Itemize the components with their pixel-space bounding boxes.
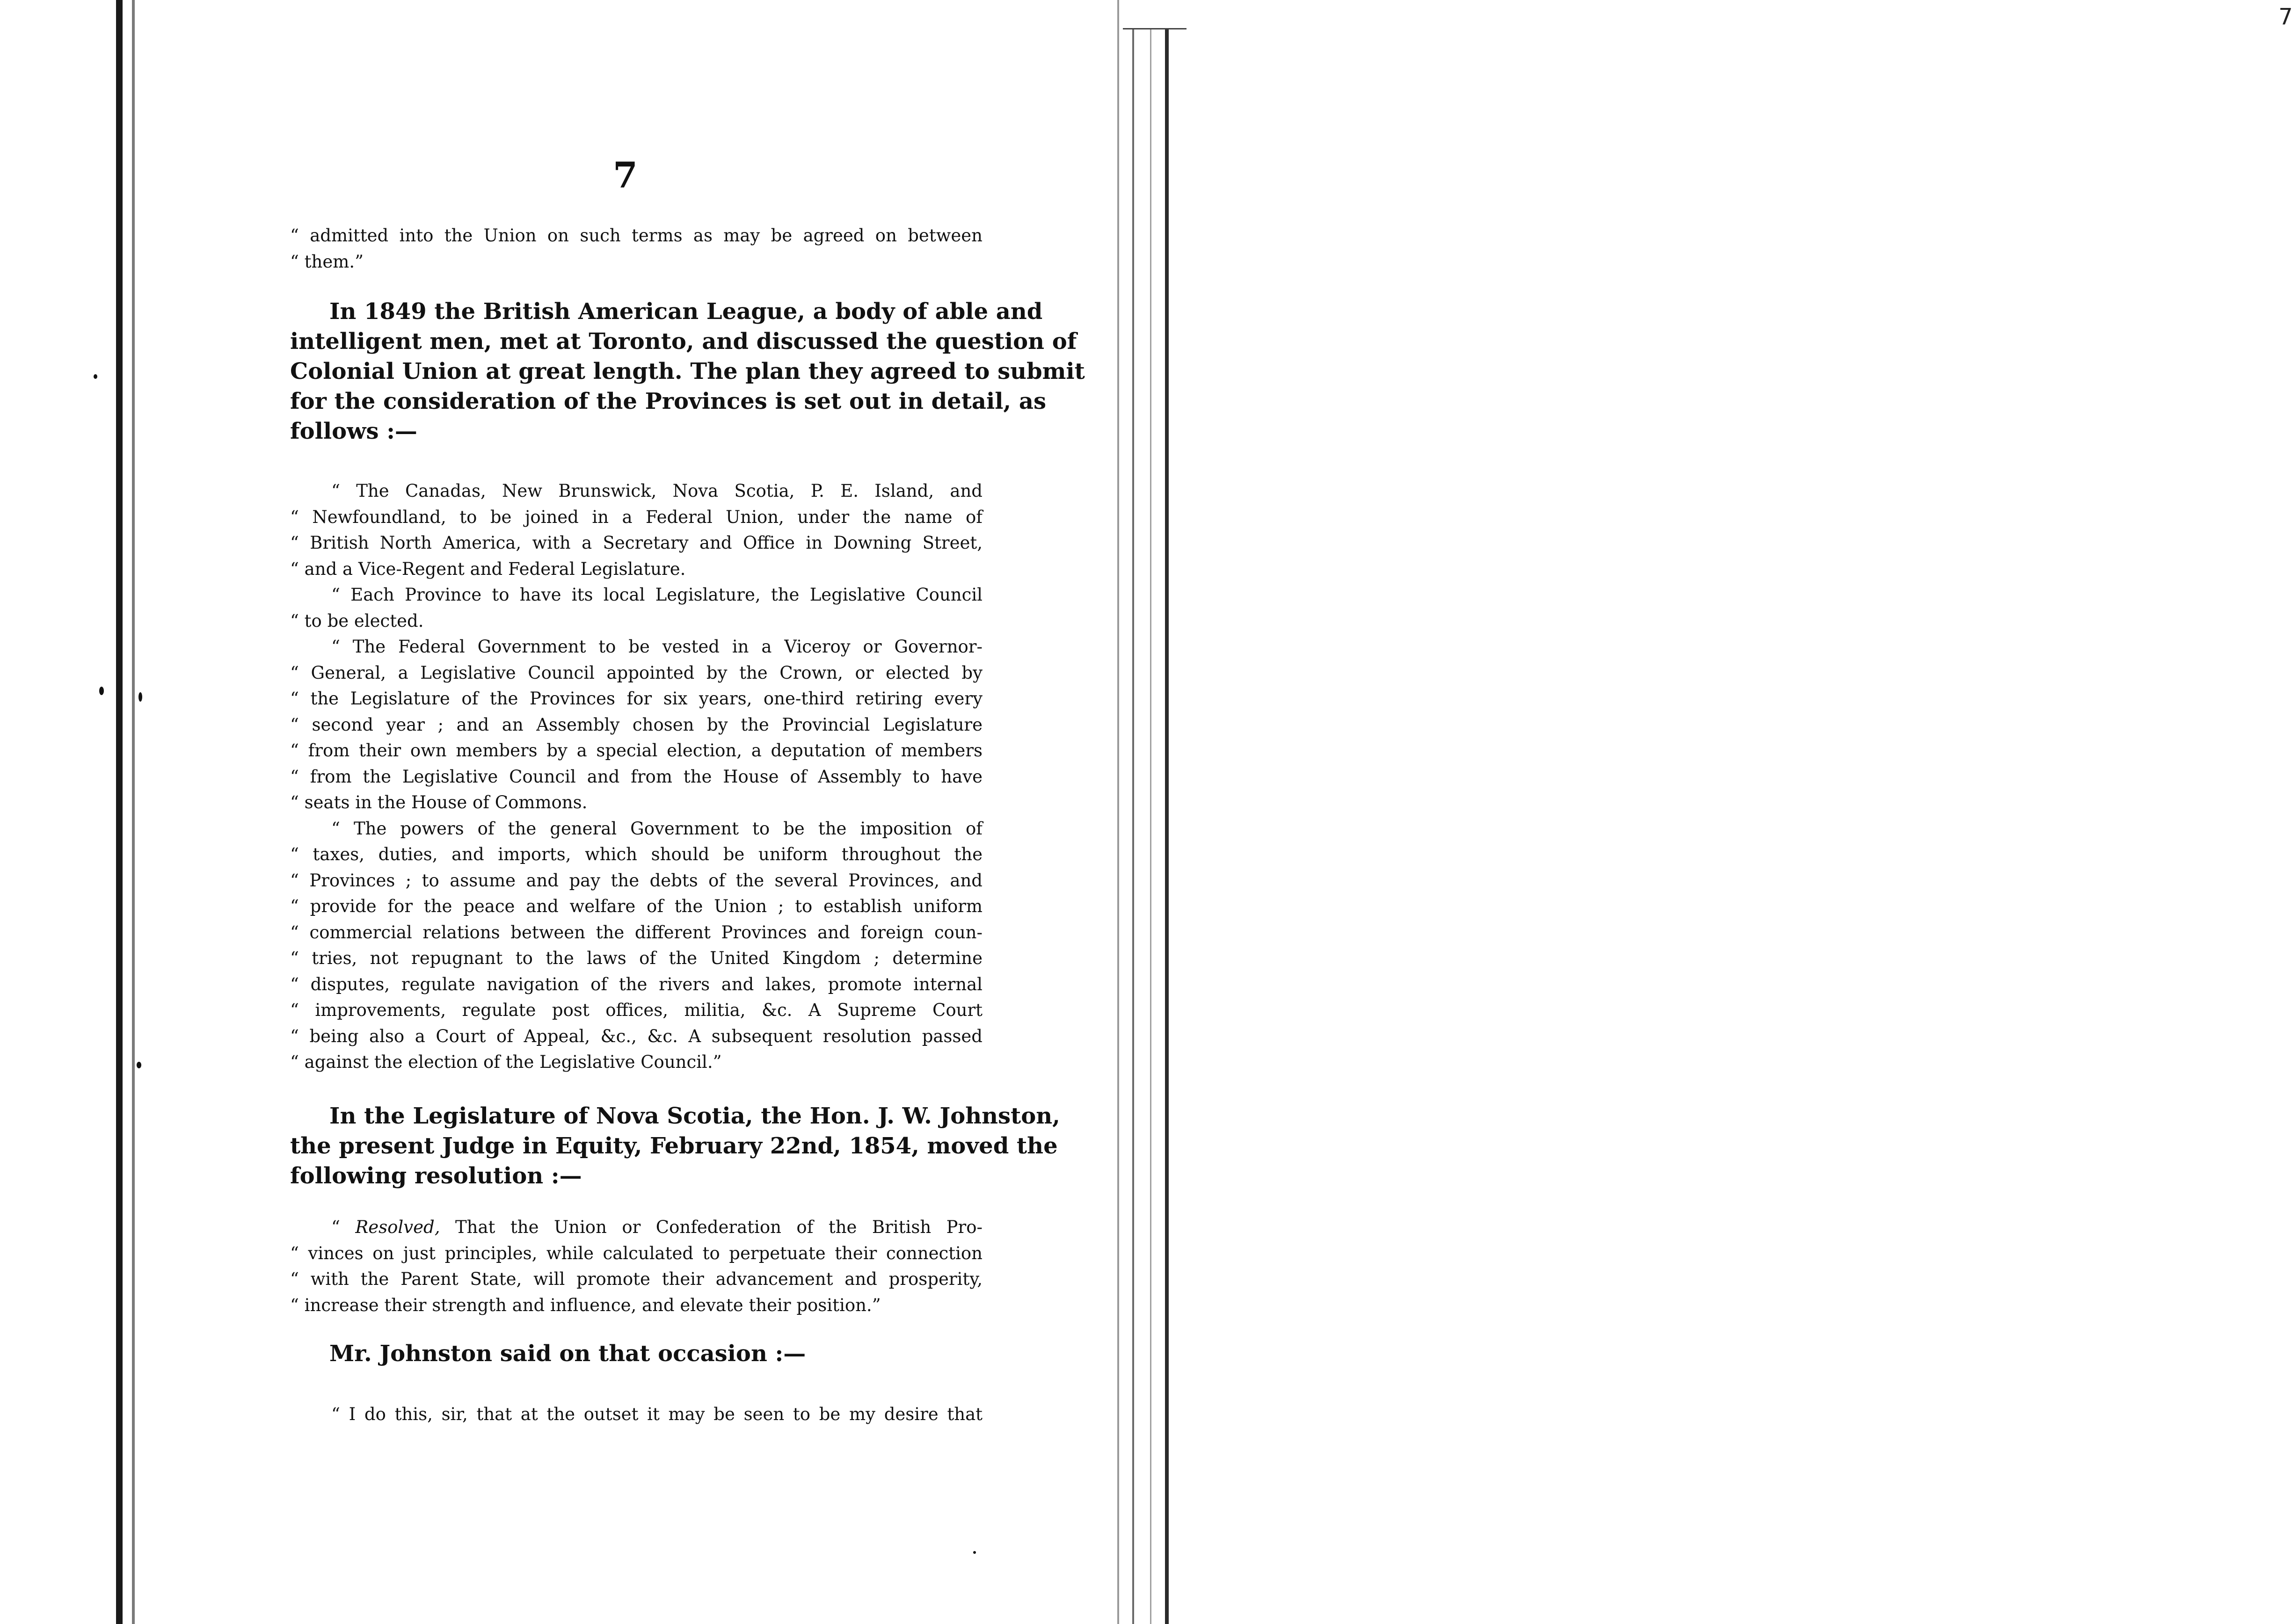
page-edge xyxy=(1132,0,1134,1624)
binding-edge xyxy=(132,0,135,1624)
quote-line: “ I do this, sir, that at the outset it may be seen to be my desire that xyxy=(331,1404,983,1424)
paragraph-line: following resolution :— xyxy=(290,1163,582,1189)
quote-line: “ taxes, duties, and imports, which should be uniform throughout the xyxy=(290,844,983,864)
page-corner xyxy=(1123,0,2293,30)
quote-line: “ and a Vice-Regent and Federal Legislature. xyxy=(290,558,686,579)
resolved-word: Resolved, xyxy=(355,1217,440,1237)
quote-line: “ The powers of the general Government to be the imposition of xyxy=(331,818,983,839)
final-quote xyxy=(290,1401,983,1428)
page-edge xyxy=(1150,0,1151,1624)
continued-quote xyxy=(290,223,983,275)
quote-line: “ against the election of the Legislative Council.” xyxy=(290,1052,722,1072)
paragraph-johnston xyxy=(290,1101,1060,1191)
margin-speck xyxy=(137,1062,141,1068)
quote-open: “ xyxy=(331,1217,356,1237)
left-margin xyxy=(0,0,123,1624)
quote-line: “ commercial relations between the different Provinces and foreign coun- xyxy=(290,922,983,942)
quote-line-rest: That the Union or Confederation of the British Pro- xyxy=(440,1217,983,1237)
league-quote xyxy=(290,478,983,1075)
quote-line: “ Newfoundland, to be joined in a Federal Union, under the name of xyxy=(290,507,983,527)
quote-line: “ improvements, regulate post offices, militia, &c. A Supreme Court xyxy=(290,1000,983,1020)
paragraph-line: follows :— xyxy=(290,418,417,444)
quote-line: “ The Federal Government to be vested in a Viceroy or Governor- xyxy=(331,637,983,657)
quote-line: “ Provinces ; to assume and pay the debts of the several Provinces, and xyxy=(290,870,983,891)
quote-line: “ General, a Legislative Council appointed by the Crown, or elected by xyxy=(290,662,983,683)
paragraph-line: Colonial Union at great length. The plan they agreed to submit xyxy=(290,358,1085,384)
page-number: 7 xyxy=(613,154,638,196)
page-edge xyxy=(1165,0,1169,1624)
quote-line: “ British North America, with a Secretary and Office in Downing Street, xyxy=(290,533,983,553)
quote-line: “ the Legislature of the Provinces for six years, one-third retiring every xyxy=(290,689,983,709)
quote-line: “ admitted into the Union on such terms as may be agreed on between xyxy=(290,225,983,246)
quote-line: “ vinces on just principles, while calculated to perpetuate their connection xyxy=(290,1243,983,1263)
quote-line: “ being also a Court of Appeal, &c., &c. A subsequent resolution passed xyxy=(290,1026,983,1046)
resolution-quote xyxy=(290,1214,983,1318)
page-edge xyxy=(1117,0,1119,1624)
quote-line: “ tries, not repugnant to the laws of the United Kingdom ; determine xyxy=(290,948,983,968)
quote-line: “ disputes, regulate navigation of the rivers and lakes, promote internal xyxy=(290,974,983,994)
margin-speck xyxy=(99,687,104,695)
paragraph-line: Mr. Johnston said on that occasion :— xyxy=(329,1341,806,1367)
quote-line: “ them.” xyxy=(290,251,364,272)
quote-line: “ from their own members by a special election, a deputation of members xyxy=(290,740,983,761)
quote-line: “ The Canadas, New Brunswick, Nova Scotia, P. E. Island, and xyxy=(331,481,983,501)
binding-shadow xyxy=(116,0,123,1624)
quote-line: “ provide for the peace and welfare of the Union ; to establish uniform xyxy=(290,896,983,916)
quote-line: “ from the Legislative Council and from the House of Assembly to have xyxy=(290,766,983,787)
paragraph-line: intelligent men, met at Toronto, and discussed the question of xyxy=(290,328,1077,355)
paragraph-line: In 1849 the British American League, a body of able and xyxy=(329,298,1043,325)
quote-line: “ with the Parent State, will promote their advancement and prosperity, xyxy=(290,1269,983,1289)
quote-line: “ seats in the House of Commons. xyxy=(290,792,588,812)
quote-line: “ second year ; and an Assembly chosen by the Provincial Legislature xyxy=(290,714,983,735)
corner-mark: 7 xyxy=(2278,4,2293,30)
quote-line: “ increase their strength and influence, and elevate their position.” xyxy=(290,1295,881,1315)
paragraph-line: the present Judge in Equity, February 22nd, 1854, moved the xyxy=(290,1133,1058,1159)
paragraph-line: for the consideration of the Provinces is set out in detail, as xyxy=(290,388,1046,414)
quote-line: “ to be elected. xyxy=(290,610,424,631)
quote-line: “ Each Province to have its local Legislature, the Legislative Council xyxy=(331,585,983,605)
paragraph-line: In the Legislature of Nova Scotia, the Hon. J. W. Johnston, xyxy=(329,1103,1060,1129)
paragraph-said xyxy=(290,1339,983,1369)
quote-line xyxy=(290,1214,983,1240)
margin-speck xyxy=(973,1551,976,1554)
paragraph-1849 xyxy=(290,297,1085,446)
margin-speck xyxy=(94,374,97,379)
margin-speck xyxy=(138,692,142,702)
